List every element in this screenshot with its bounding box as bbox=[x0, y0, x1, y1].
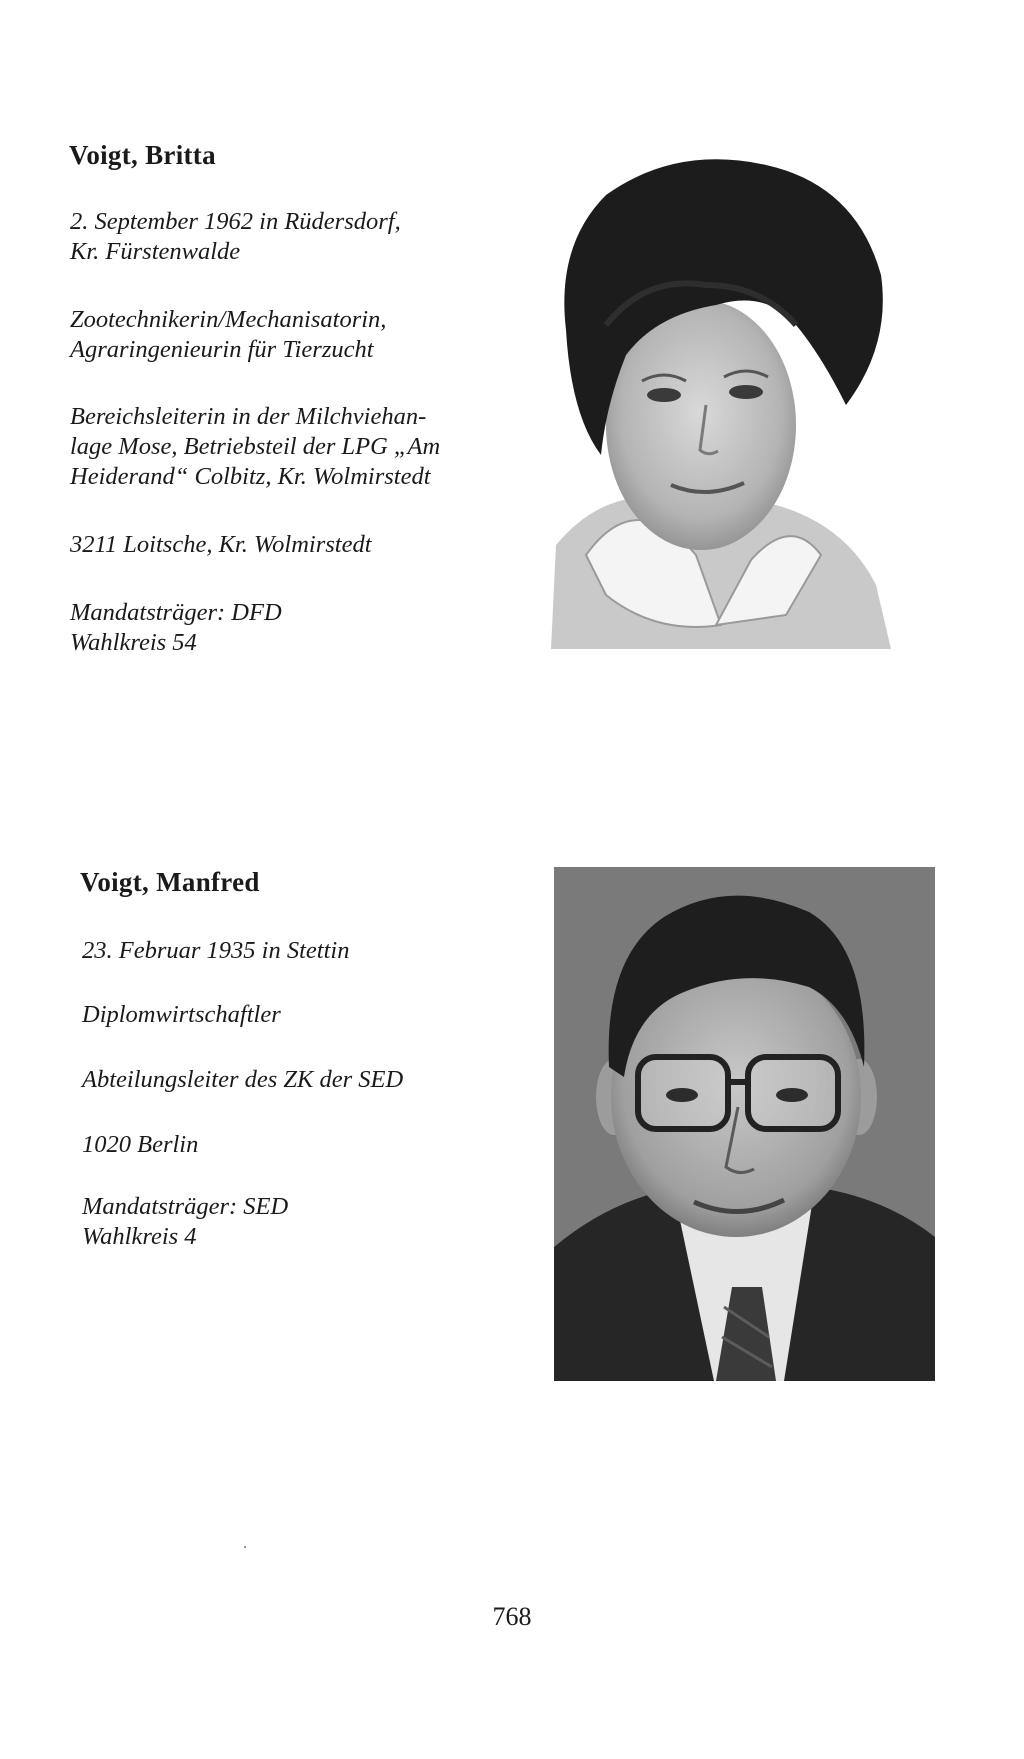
birth-line: 23. Februar 1935 in Stettin bbox=[82, 937, 350, 964]
birth-line-1: 2. September 1962 in Rüdersdorf, bbox=[70, 208, 401, 235]
profession-line-2: Agraringenieurin für Tierzucht bbox=[70, 336, 374, 363]
constituency-line: Wahlkreis 4 bbox=[82, 1223, 197, 1250]
position-line-2: lage Mose, Betriebsteil der LPG „Am bbox=[70, 433, 441, 460]
address-line: 3211 Loitsche, Kr. Wolmirstedt bbox=[70, 531, 372, 558]
page-number: 768 bbox=[492, 1602, 532, 1631]
position-line-3: Heiderand“ Colbitz, Kr. Wolmirstedt bbox=[70, 463, 431, 490]
entry-manfred-voigt bbox=[0, 680, 1024, 1400]
portrait-photo bbox=[546, 155, 891, 649]
print-speck bbox=[244, 1546, 246, 1548]
constituency-line: Wahlkreis 54 bbox=[70, 629, 197, 656]
profession-line-1: Zootechnikerin/Mechanisatorin, bbox=[70, 306, 387, 333]
person-name: Voigt, Britta bbox=[69, 140, 216, 170]
portrait-photo bbox=[554, 867, 935, 1381]
birth-line-2: Kr. Fürstenwalde bbox=[70, 238, 241, 265]
position-line-1: Bereichsleiterin in der Milchviehan- bbox=[70, 403, 427, 430]
position-line: Abteilungsleiter des ZK der SED bbox=[82, 1066, 404, 1093]
person-name: Voigt, Manfred bbox=[80, 867, 260, 897]
address-line: 1020 Berlin bbox=[82, 1131, 199, 1158]
mandate-line: Mandatsträger: DFD bbox=[70, 599, 282, 626]
entry-britta-voigt bbox=[0, 0, 1024, 680]
mandate-line: Mandatsträger: SED bbox=[82, 1193, 289, 1220]
profession-line: Diplomwirtschaftler bbox=[82, 1001, 281, 1028]
